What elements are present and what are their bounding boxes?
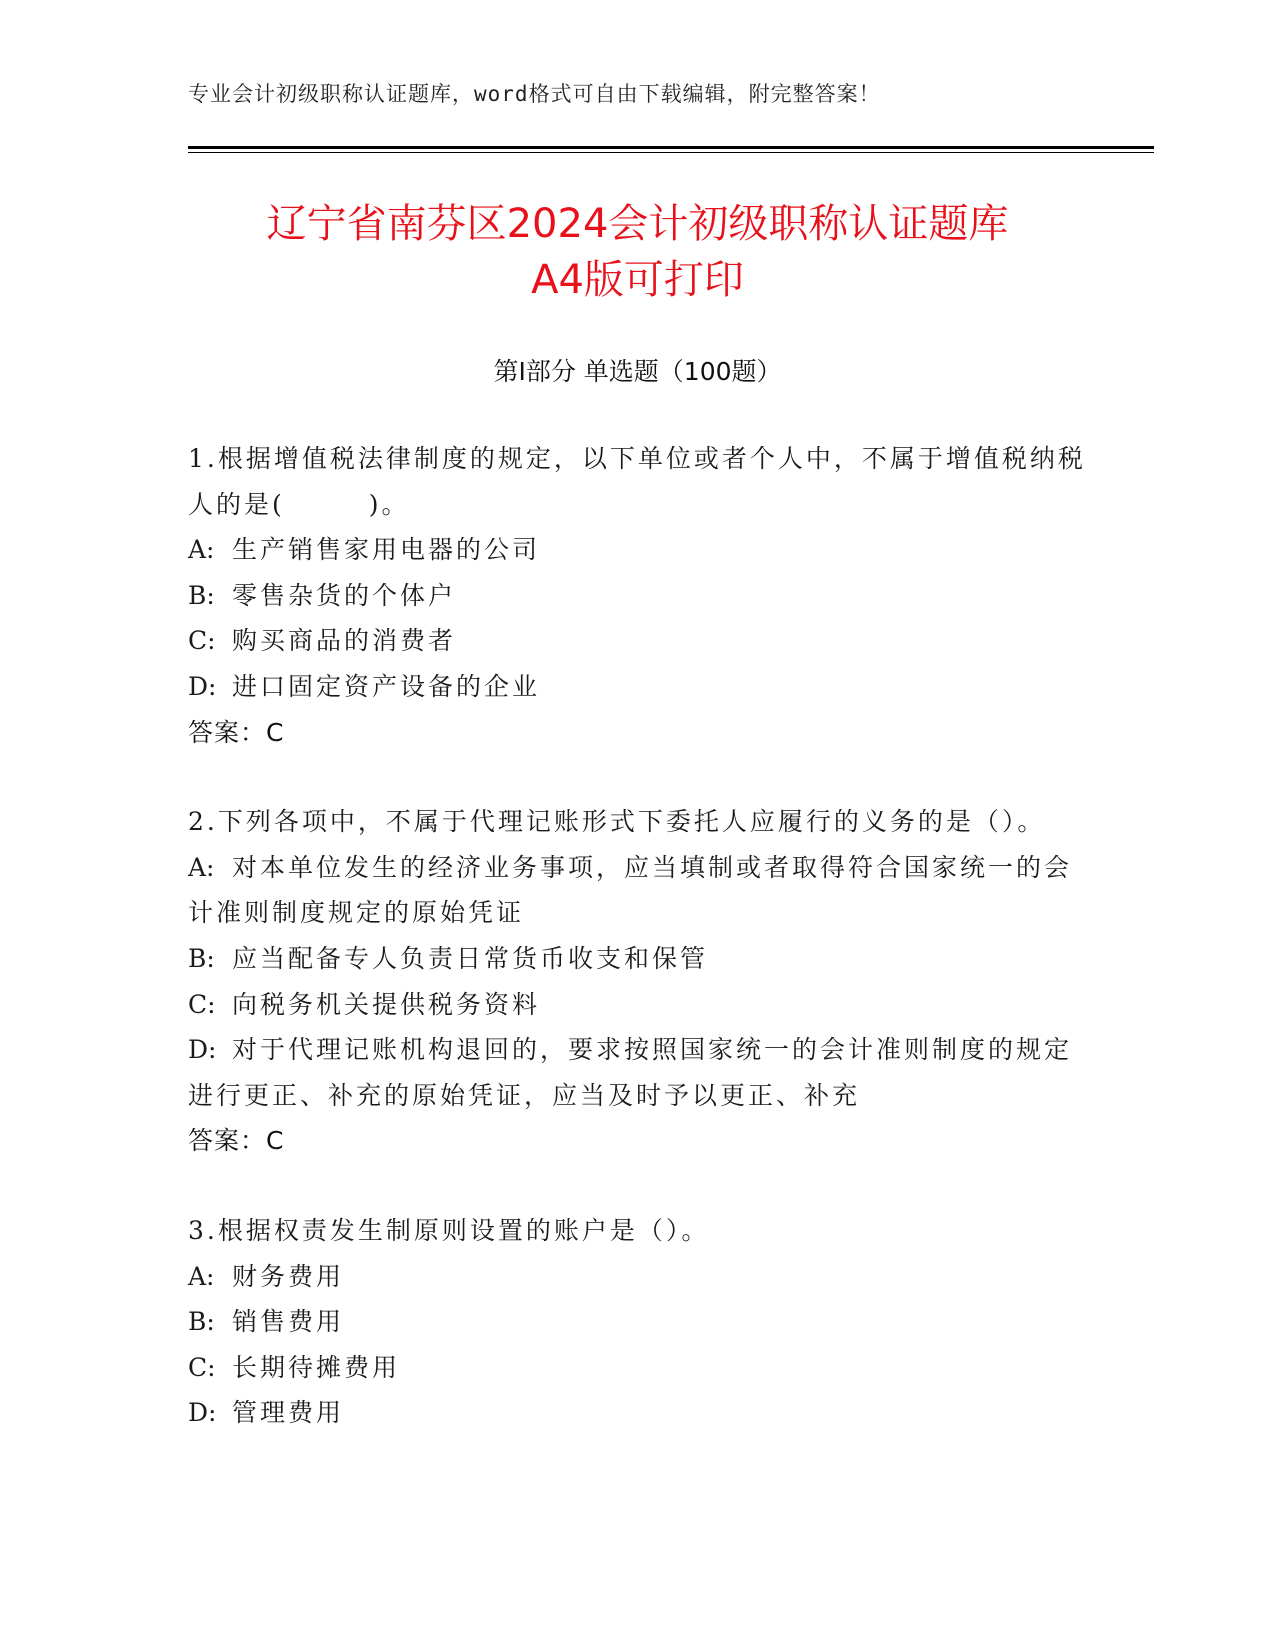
title-line-2: A4版可打印 (531, 257, 744, 303)
option-c (188, 1345, 1088, 1391)
question-2 (188, 799, 1088, 1164)
option-d (188, 664, 1088, 710)
option-text: 长期待摊费用 (232, 1352, 401, 1382)
option-text: 管理费用 (232, 1398, 345, 1428)
option-text: 对本单位发生的经济业务事项，应当填制或者取得符合国家统一的会计准则制度规定的原始凭证 (188, 852, 1073, 928)
question-stem: 2.下列各项中，不属于代理记账形式下委托人应履行的义务的是（）。 (188, 807, 1046, 837)
option-c (188, 618, 1088, 664)
option-a (188, 527, 1088, 573)
option-a (188, 1254, 1088, 1300)
option-key: A: (188, 535, 215, 565)
option-d (188, 1390, 1088, 1436)
option-key: D: (188, 671, 217, 701)
option-key: C: (188, 626, 216, 656)
option-c (188, 982, 1088, 1028)
option-key: D: (188, 1035, 217, 1065)
question-3 (188, 1208, 1088, 1436)
option-b (188, 573, 1088, 619)
option-key: A: (188, 852, 215, 882)
option-key: B: (188, 580, 215, 610)
question-stem: 1.根据增值税法律制度的规定，以下单位或者个人中，不属于增值税纳税人的是( )。 (188, 444, 1086, 519)
option-key: B: (188, 1307, 215, 1337)
option-text: 向税务机关提供税务资料 (232, 989, 541, 1019)
answer-line: 答案：C (188, 1126, 285, 1156)
document-title (140, 196, 1135, 308)
header-rule-thick (188, 146, 1154, 149)
option-text: 销售费用 (232, 1307, 345, 1337)
option-text: 应当配备专人负责日常货币收支和保管 (232, 943, 709, 973)
option-text: 财务费用 (232, 1261, 345, 1291)
option-text: 进口固定资产设备的企业 (232, 671, 541, 701)
option-key: C: (188, 1352, 216, 1382)
option-b (188, 936, 1088, 982)
option-key: C: (188, 989, 216, 1019)
option-b (188, 1299, 1088, 1345)
option-d (188, 1027, 1088, 1118)
option-text: 生产销售家用电器的公司 (232, 535, 541, 565)
option-key: A: (188, 1261, 215, 1291)
option-text: 对于代理记账机构退回的，要求按照国家统一的会计准则制度的规定进行更正、补充的原始凭证，应当及时予以更正、补充 (188, 1035, 1073, 1110)
option-text: 购买商品的消费者 (232, 626, 457, 656)
answer-line: 答案：C (188, 717, 285, 747)
section-heading: 第Ⅰ部分 单选题（100题） (493, 357, 782, 386)
option-text: 零售杂货的个体户 (232, 580, 457, 610)
option-key: D: (188, 1398, 217, 1428)
option-a (188, 845, 1088, 936)
option-key: B: (188, 943, 215, 973)
header-note: 专业会计初级职称认证题库，word格式可自由下载编辑，附完整答案！ (188, 82, 881, 106)
question-list (188, 436, 1088, 1480)
title-line-1: 辽宁省南芬区2024会计初级职称认证题库 (266, 201, 1009, 247)
question-stem: 3.根据权责发生制原则设置的账户是（）。 (188, 1215, 710, 1245)
header-rule-thin (188, 152, 1154, 153)
question-1 (188, 436, 1088, 755)
